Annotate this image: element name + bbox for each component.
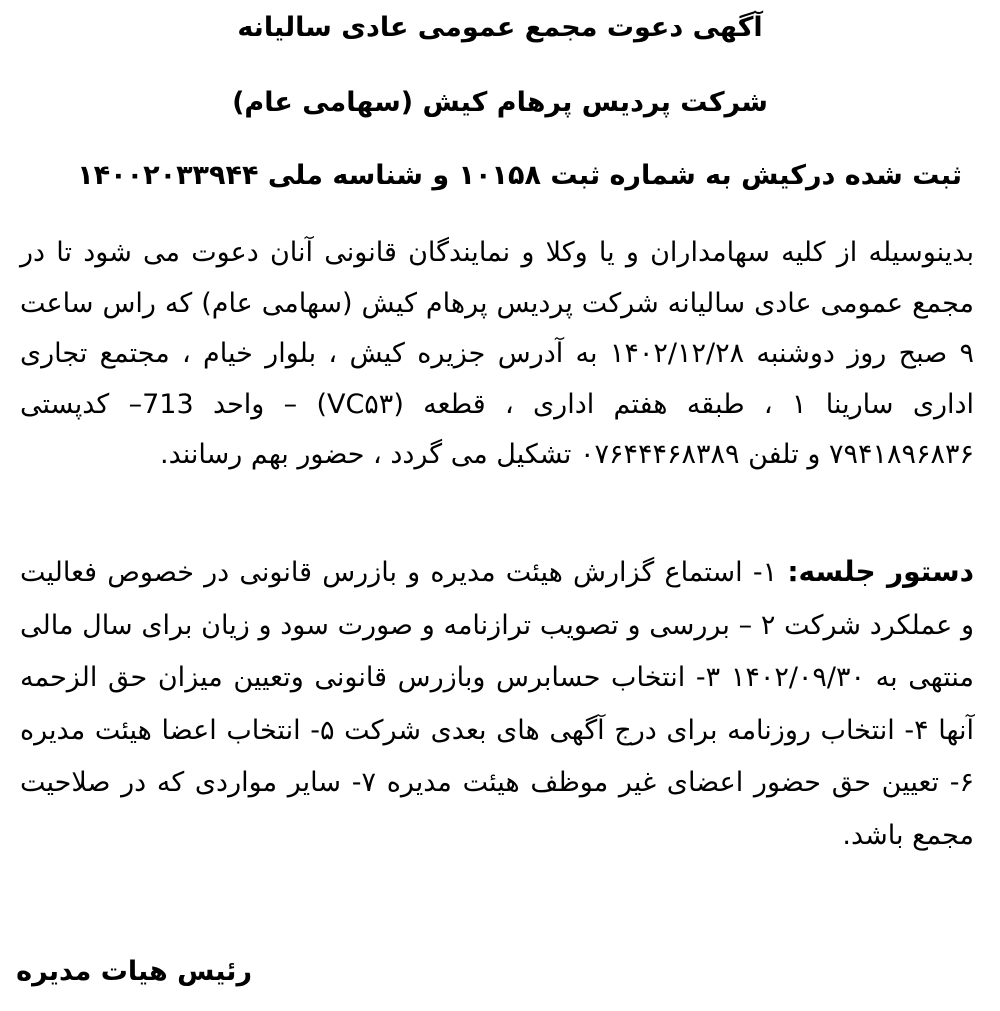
- agenda-paragraph: [20, 546, 974, 862]
- registration-line: ثبت شده درکیش به شماره ثبت ۱۰۱۵۸ و شناسه ملی ۱۴۰۰۲۰۳۳۹۴۴: [77, 160, 962, 191]
- signature-title: رئیس هیات مدیره: [16, 956, 252, 987]
- agenda-label: دستور جلسه:: [787, 555, 974, 588]
- agenda-items: ۱- استماع گزارش هیئت مدیره و بازرس قانونی در خصوص فعالیت و عملکرد شرکت ۲ – بررسی و تصویب ترازنامه و صورت سود و زیان برای سال مالی منتهی به ۱۴۰۲/۰۹/۳۰ ۳- انتخاب حسابرس وبازرس قانونی وتعیین میزان حق الزحمه آنها ۴- انتخاب روزنامه برای درج آگهی های بعدی شرکت ۵- انتخاب اعضا هیئت مدیره ۶- تعیین حق حضور اعضای غیر موظف هیئت مدیره ۷- سایر مواردی که در صلاحیت مجمع باشد.: [20, 557, 974, 851]
- notice-title: آگهی دعوت مجمع عمومی عادی سالیانه: [237, 12, 763, 43]
- invitation-paragraph: بدینوسیله از کلیه سهامداران و یا وکلا و نمایندگان قانونی آنان دعوت می شود تا در مجمع عمومی عادی سالیانه شرکت پردیس پرهام کیش (سهامی عام) که راس ساعت ۹ صبح روز دوشنبه ۱۴۰۲/۱۲/۲۸ به آدرس جزیره کیش ، بلوار خیام ، مجتمع تجاری اداری سارینا ۱ ، طبقه هفتم اداری ، قطعه (VC۵۳) – واحد 713– کدپستی ۷۹۴۱۸۹۶۸۳۶ و تلفن ۰۷۶۴۴۴۶۸۳۸۹ تشکیل می گردد ، حضور بهم رسانند.: [20, 237, 975, 470]
- company-name: شرکت پردیس پرهام کیش (سهامی عام): [232, 87, 768, 118]
